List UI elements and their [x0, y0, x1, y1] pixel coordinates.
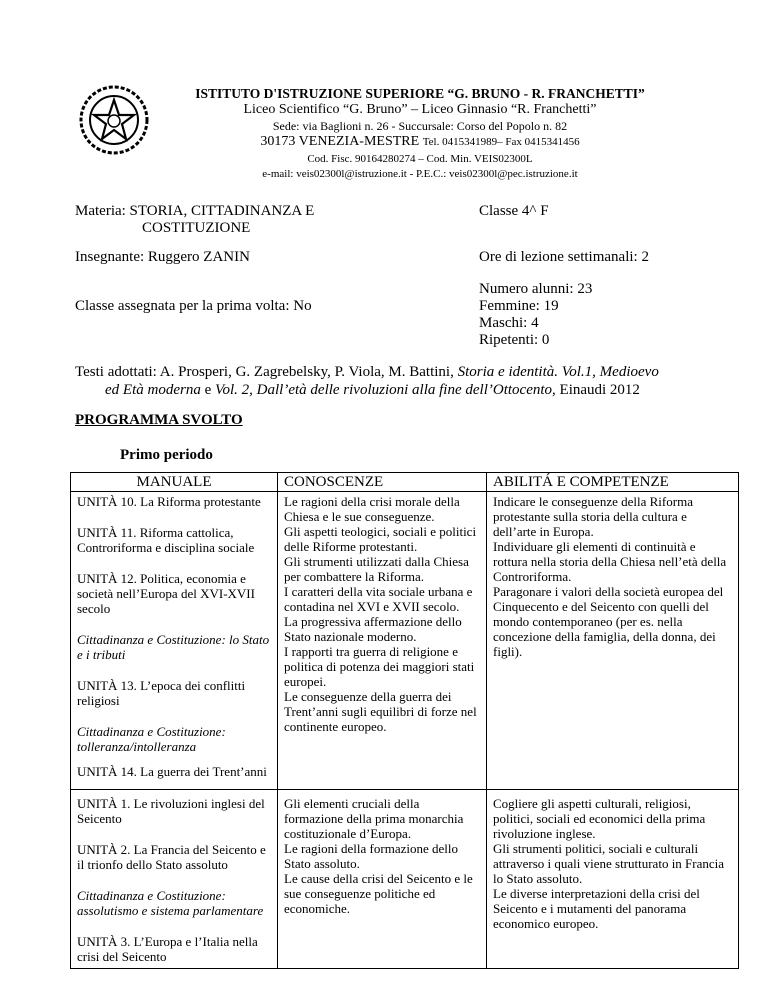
testi-and: e	[200, 382, 215, 398]
testi-publisher: , Einaudi 2012	[552, 382, 640, 398]
unit-item: UNITÀ 2. La Francia del Seicento e il trionfo dello Stato assoluto	[77, 842, 266, 872]
city: 30173 VENEZIA-MESTRE	[260, 134, 420, 149]
institute-name: ISTITUTO D'ISTRUZIONE SUPERIORE “G. BRUNO - R. FRANCHETTI”	[195, 86, 645, 101]
testi-title-1b: ed Età moderna	[105, 382, 201, 398]
unit-item: UNITÀ 13. L’epoca dei conflitti religiosi	[77, 678, 246, 708]
header-manuale: MANUALE	[71, 473, 278, 492]
insegnante: Insegnante: Ruggero ZANIN	[75, 249, 250, 265]
licei-names: Liceo Scientifico “G. Bruno” – Liceo Ginnasio “R. Franchetti”	[243, 102, 597, 117]
periodo-title: Primo periodo	[120, 447, 213, 463]
unit-item: UNITÀ 3. L’Europa e l’Italia nella crisi del Seicento	[77, 934, 258, 964]
programma-title: PROGRAMMA SVOLTO	[75, 412, 243, 428]
testi-title-2: Vol. 2, Dall’età delle rivoluzioni alla fine dell’Ottocento	[215, 382, 553, 398]
conoscenze-cell-1: Le ragioni della crisi morale della Chiesa e le sue conseguenze. Gli aspetti teologici, sociali e politici delle Riforme protestanti. Gli strumenti utilizzati dalla Chiesa per combattere la Riforma. I caratteri della vita sociale urbana e contadina nel XVI e XVII secolo. La progressiva affermazione dello Stato nazionale moderno. I rapporti tra guerra di religione e politica di potenza dei maggiori stati europei. Le conseguenze della guerra dei Trent’anni sugli equilibri di forze nel continente europeo.	[278, 492, 487, 790]
abilita-cell-1: Indicare le conseguenze della Riforma protestante sulla storia della cultura e dell’arte in Europa. Individuare gli elementi di continuità e rottura nella storia della Chiesa nell’età della Controriforma. Paragonare i valori della società europea del Cinquecento e del Seicento con quelli del mondo contemporaneo (per es. nella concezione della famiglia, della donna, dei figli).	[487, 492, 739, 790]
ore-settimanali: Ore di lezione settimanali: 2	[479, 249, 649, 265]
table-row	[71, 790, 739, 969]
ripetenti: Ripetenti: 0	[479, 332, 550, 348]
unit-item: UNITÀ 12. Politica, economia e società nell’Europa del XVI-XVII secolo	[77, 571, 255, 616]
testi-prefix: Testi adottati: A. Prosperi, G. Zagrebelsky, P. Viola, M. Battini,	[75, 364, 458, 380]
testi-title-1: Storia e identità. Vol.1, Medioevo	[457, 364, 659, 380]
materia	[75, 203, 314, 237]
city-phone	[80, 134, 760, 150]
unit-item: Cittadinanza e Costituzione: lo Stato e i tributi	[77, 632, 270, 662]
unit-item: UNITÀ 10. La Riforma protestante	[77, 494, 261, 509]
materia-line-1: Materia: STORIA, CITTADINANZA E	[75, 203, 315, 219]
unit-item: Cittadinanza e Costituzione: assolutismo e sistema parlamentare	[77, 888, 264, 918]
header-conoscenze: CONOSCENZE	[278, 473, 487, 492]
maschi: Maschi: 4	[479, 315, 539, 331]
unit-item: UNITÀ 1. Le rivoluzioni inglesi del Seicento	[77, 796, 265, 826]
manuale-cell-2	[71, 790, 278, 969]
header-abilita: ABILITÁ E COMPETENZE	[487, 473, 739, 492]
conoscenze-cell-2: Gli elementi cruciali della formazione della prima monarchia costituzionale d’Europa. Le ragioni della formazione dello Stato assoluto. Le cause della crisi del Seicento e le sue conseguenze politiche ed economiche.	[278, 790, 487, 969]
prima-volta: Classe assegnata per la prima volta: No	[75, 298, 312, 314]
testi-adottati	[75, 363, 735, 399]
program-table	[70, 472, 739, 969]
sede-address: Sede: via Baglioni n. 26 - Succursale: Corso del Popolo n. 82	[272, 119, 568, 133]
phone-fax: Tel. 0415341989– Fax 0415341456	[422, 136, 580, 148]
table-row	[71, 492, 739, 759]
manuale-cell-1	[71, 492, 278, 759]
fiscal-codes: Cod. Fisc. 90164280274 – Cod. Min. VEIS02300L	[307, 153, 533, 165]
table-header-row	[71, 473, 739, 492]
classe: Classe 4^ F	[479, 203, 549, 219]
unit-14-cell: UNITÀ 14. La guerra dei Trent’anni	[71, 758, 278, 790]
femmine: Femmine: 19	[479, 298, 559, 314]
email-addresses: e-mail: veis02300l@istruzione.it - P.E.C.: veis02300l@pec.istruzione.it	[262, 168, 578, 180]
class-composition	[479, 281, 592, 349]
unit-item: UNITÀ 11. Riforma cattolica, Controriforma e disciplina sociale	[77, 525, 255, 555]
abilita-cell-2: Cogliere gli aspetti culturali, religiosi, politici, sociali ed economici della prima rivoluzione inglese. Gli strumenti politici, sociali e culturali attraverso i quali viene strutturato in Francia lo Stato assoluto. Le diverse interpretazioni della crisi del Seicento e i mutamenti del panorama economico europeo.	[487, 790, 739, 969]
materia-line-2: COSTITUZIONE	[142, 220, 251, 236]
unit-item: Cittadinanza e Costituzione: tolleranza/intolleranza	[77, 724, 226, 754]
numero-alunni: Numero alunni: 23	[479, 281, 593, 297]
